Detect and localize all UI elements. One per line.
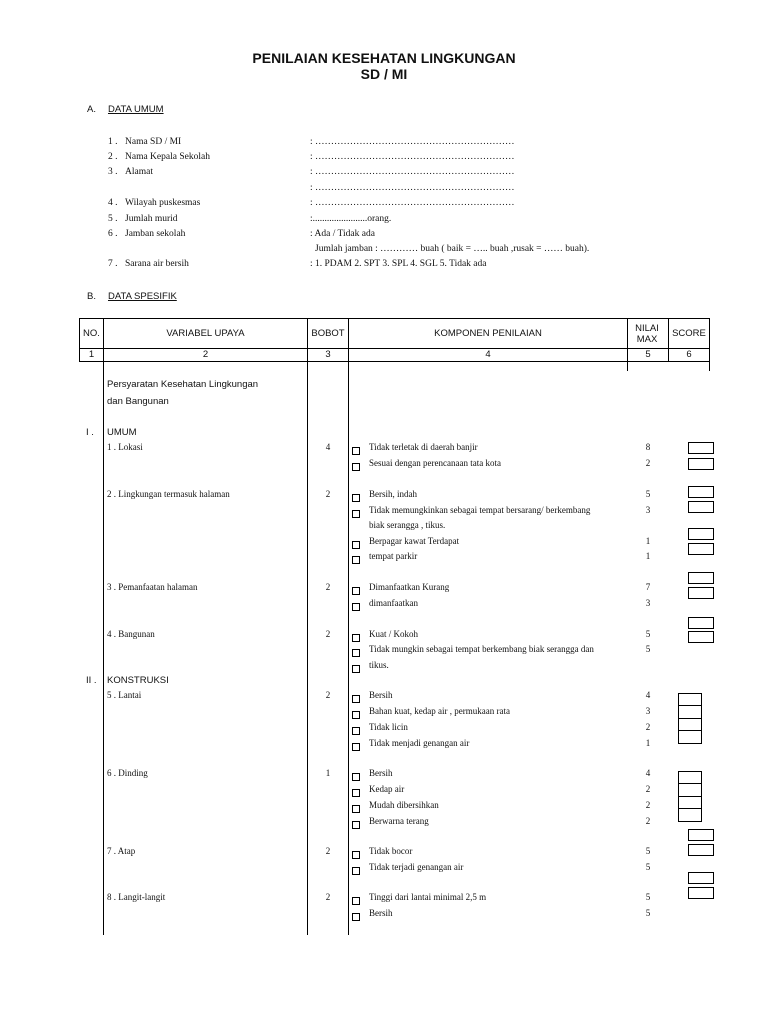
option-checkbox[interactable] (352, 463, 360, 471)
form-title: PENILAIAN KESEHATAN LINGKUNGAN (252, 50, 516, 66)
colnum-4: 4 (485, 349, 491, 360)
score-input-box[interactable] (688, 887, 714, 899)
option-checkbox[interactable] (352, 727, 360, 735)
general-label: Sarana air bersih (125, 259, 189, 269)
item-bobot: 2 (325, 489, 331, 499)
general-value: : ……………………………………………………… (310, 137, 515, 147)
category-roman: II . (86, 675, 97, 686)
option-checkbox[interactable] (352, 913, 360, 921)
score-input-box[interactable] (688, 543, 714, 555)
option-checkbox[interactable] (352, 634, 360, 642)
option-text: Bersih (369, 908, 393, 918)
nilai-max-value: 4 (645, 690, 651, 700)
header-nilai-max: NILAI MAX (635, 322, 659, 345)
score-input-box[interactable] (678, 783, 702, 797)
general-label: Nama Kepala Sekolah (125, 152, 210, 162)
nilai-max-value: 5 (645, 489, 651, 499)
general-label: Wilayah puskesmas (125, 198, 201, 208)
nilai-max-value: 2 (645, 458, 651, 468)
score-input-box[interactable] (688, 844, 714, 856)
nilai-max-value: 5 (645, 892, 651, 902)
option-checkbox[interactable] (352, 851, 360, 859)
category-name: KONSTRUKSI (107, 675, 169, 686)
item-bobot: 2 (325, 846, 331, 856)
nilai-max-value: 2 (645, 722, 651, 732)
general-value: : ……………………………………………………… (310, 152, 515, 162)
item-label: 5 . Lantai (107, 690, 142, 700)
nilai-max-value: 5 (645, 644, 651, 654)
item-bobot: 4 (325, 442, 331, 452)
header-no: NO. (83, 328, 100, 339)
nilai-max-value: 7 (645, 582, 651, 592)
general-label: Alamat (125, 167, 153, 177)
item-bobot: 2 (325, 629, 331, 639)
general-label: Jumlah murid (125, 214, 178, 224)
colnum-1: 1 (88, 349, 95, 360)
general-value: : Ada / Tidak ada (310, 229, 375, 239)
option-text: Tidak terletak di daerah banjir (369, 442, 478, 452)
option-text: Tidak menjadi genangan air (369, 738, 470, 748)
option-text: Berpagar kawat Terdapat (369, 536, 460, 546)
colnum-2: 2 (202, 349, 209, 360)
header-komponen: KOMPONEN PENILAIAN (434, 328, 542, 339)
col-divider-nilai-stub (627, 361, 628, 371)
option-text: Dimanfaatkan Kurang (369, 582, 450, 592)
option-checkbox[interactable] (352, 695, 360, 703)
option-text: Bersih, indah (369, 489, 417, 499)
nilai-max-value: 2 (645, 784, 651, 794)
score-input-box[interactable] (678, 705, 702, 719)
item-label: 6 . Dinding (107, 768, 148, 778)
intro-text-line1: Persyaratan Kesehatan Lingkungan (107, 379, 259, 390)
option-checkbox[interactable] (352, 603, 360, 611)
item-bobot: 2 (325, 892, 331, 902)
nilai-max-value: 8 (645, 442, 651, 452)
option-checkbox[interactable] (352, 773, 360, 781)
nilai-max-value: 4 (645, 768, 651, 778)
general-value: Jumlah jamban : ………… buah ( baik = ….. buah ,rusak = …… buah). (315, 244, 590, 254)
nilai-max-value: 1 (645, 536, 651, 546)
table-border-right (709, 318, 710, 362)
score-input-box[interactable] (688, 872, 714, 884)
option-checkbox[interactable] (352, 711, 360, 719)
score-input-box[interactable] (688, 501, 714, 513)
option-text: Kedap air (369, 784, 405, 794)
general-value: :.......................orang. (310, 214, 392, 224)
col-divider-variabel (103, 318, 104, 935)
score-input-box[interactable] (688, 631, 714, 643)
item-label: 4 . Bangunan (107, 629, 155, 639)
general-value: : ……………………………………………………… (310, 183, 515, 193)
option-text: Tidak licin (369, 722, 408, 732)
option-checkbox[interactable] (352, 665, 360, 673)
score-input-box[interactable] (688, 442, 714, 454)
header-bobot: BOBOT (311, 328, 345, 339)
category-name: UMUM (107, 427, 137, 438)
score-input-box[interactable] (688, 587, 714, 599)
nilai-max-value: 5 (645, 862, 651, 872)
section-a-label: DATA UMUM (107, 104, 164, 115)
nilai-max-value: 5 (645, 629, 651, 639)
general-label: Jamban sekolah (125, 229, 186, 239)
item-label: 1 . Lokasi (107, 442, 143, 452)
option-text-cont: biak serangga , tikus. (369, 520, 446, 530)
nilai-max-value: 1 (645, 551, 651, 561)
col-divider-komponen (348, 318, 349, 935)
option-text: Bersih (369, 690, 393, 700)
score-input-box[interactable] (688, 829, 714, 841)
item-bobot: 1 (325, 768, 331, 778)
option-checkbox[interactable] (352, 789, 360, 797)
nilai-max-value: 1 (645, 738, 651, 748)
option-checkbox[interactable] (352, 510, 360, 518)
option-text: Tidak mungkin sebagai tempat berkembang biak serangga dan (369, 644, 594, 654)
option-text: tempat parkir (369, 551, 418, 561)
score-input-box[interactable] (678, 808, 702, 822)
nilai-max-value: 5 (645, 846, 651, 856)
option-text: Sesuai dengan perencanaan tata kota (369, 458, 501, 468)
option-text: Tidak terjadi genangan air (369, 862, 464, 872)
general-no: 6 . (108, 229, 118, 239)
general-value: : 1. PDAM 2. SPT 3. SPL 4. SGL 5. Tidak ada (310, 259, 487, 269)
table-colnum-divider (79, 361, 710, 362)
option-text: Mudah dibersihkan (369, 800, 439, 810)
score-input-box[interactable] (688, 486, 714, 498)
option-text: Berwarna terang (369, 816, 429, 826)
score-input-box[interactable] (688, 458, 714, 470)
item-bobot: 2 (325, 582, 331, 592)
nilai-max-value: 3 (645, 598, 651, 608)
item-label: 2 . Lingkungan termasuk halaman (107, 489, 230, 499)
option-text: Tinggi dari lantai minimal 2,5 m (369, 892, 487, 902)
section-b-letter: B. (87, 291, 96, 302)
score-input-box[interactable] (688, 528, 714, 540)
section-b-heading (87, 291, 177, 302)
option-text: Tidak bocor (369, 846, 413, 856)
general-no: 1 . (108, 137, 118, 147)
header-variabel: VARIABEL UPAYA (166, 328, 245, 339)
nilai-max-value: 2 (645, 800, 651, 810)
item-bobot: 2 (325, 690, 331, 700)
section-a-heading (87, 104, 164, 115)
nilai-max-value: 2 (645, 816, 651, 826)
category-roman: I . (86, 427, 94, 438)
option-text: Bahan kuat, kedap air , permukaan rata (369, 706, 510, 716)
general-value: : ……………………………………………………… (310, 198, 515, 208)
option-checkbox[interactable] (352, 447, 360, 455)
option-checkbox[interactable] (352, 821, 360, 829)
colnum-5: 5 (645, 349, 651, 360)
general-label: Nama SD / MI (125, 137, 182, 147)
option-checkbox[interactable] (352, 587, 360, 595)
intro-text-line2: dan Bangunan (107, 396, 169, 407)
score-input-box[interactable] (688, 617, 714, 629)
option-checkbox[interactable] (352, 541, 360, 549)
general-no: 3 . (108, 167, 118, 177)
form-subtitle: SD / MI (360, 66, 408, 82)
col-divider-right-stub (709, 361, 710, 371)
option-checkbox[interactable] (352, 805, 360, 813)
item-label: 8 . Langit-langit (107, 892, 166, 902)
general-no: 7 . (108, 259, 118, 269)
general-no: 2 . (108, 152, 118, 162)
score-input-box[interactable] (678, 730, 702, 744)
nilai-max-value: 3 (645, 706, 651, 716)
option-checkbox[interactable] (352, 556, 360, 564)
option-checkbox[interactable] (352, 743, 360, 751)
general-no: 4 . (108, 198, 118, 208)
option-text: Bersih (369, 768, 393, 778)
option-text: tikus. (369, 660, 389, 670)
score-input-box[interactable] (688, 572, 714, 584)
option-checkbox[interactable] (352, 649, 360, 657)
option-checkbox[interactable] (352, 494, 360, 502)
option-text: Tidak memungkinkan sebagai tempat bersarang/ berkembang (369, 505, 591, 515)
item-label: 3 . Pemanfaatan halaman (107, 582, 198, 592)
header-score: SCORE (672, 328, 706, 339)
option-checkbox[interactable] (352, 897, 360, 905)
section-b-label: DATA SPESIFIK (107, 291, 177, 302)
nilai-max-value: 3 (645, 505, 651, 515)
item-label: 7 . Atap (107, 846, 136, 856)
option-checkbox[interactable] (352, 867, 360, 875)
colnum-6: 6 (686, 349, 692, 360)
option-text: Kuat / Kokoh (369, 629, 418, 639)
section-a-letter: A. (87, 104, 96, 115)
general-no: 5 . (108, 214, 118, 224)
general-value: : ……………………………………………………… (310, 167, 515, 177)
colnum-3: 3 (325, 349, 331, 360)
option-text: dimanfaatkan (369, 598, 418, 608)
col-divider-bobot (307, 318, 308, 935)
nilai-max-value: 5 (645, 908, 651, 918)
